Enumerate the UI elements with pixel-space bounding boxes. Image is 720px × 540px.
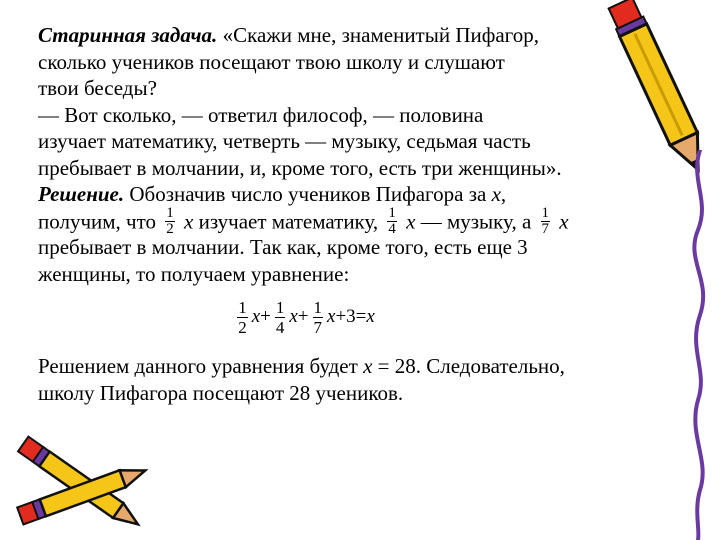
problem-text-block <box>38 22 650 406</box>
plus-sign: + <box>260 305 271 327</box>
fraction-denominator: 7 <box>313 317 322 337</box>
equation-rhs: x <box>366 305 375 327</box>
fraction-numerator: 1 <box>238 297 247 317</box>
fraction-denominator: 7 <box>541 220 550 237</box>
crossed-pencils-icon <box>0 435 160 540</box>
fraction-denominator: 2 <box>238 317 247 337</box>
problem-text: «Скажи мне, знаменитый Пифагор, <box>217 23 540 47</box>
fraction-numerator: 1 <box>313 297 322 317</box>
solution-line: женщины, то получаем уравнение: <box>38 261 350 286</box>
solution-line <box>38 204 650 237</box>
equation-variable: x <box>289 305 298 327</box>
solution-text: — музыку, а <box>420 208 537 233</box>
fraction-denominator: 4 <box>388 220 396 237</box>
plus-sign: + <box>335 305 347 327</box>
answer-line: школу Пифагора посещают 28 учеников. <box>38 380 404 405</box>
problem-line: изучает математику, четверть — музыку, седьмая часть <box>38 129 531 153</box>
equation-variable: x <box>327 305 336 327</box>
problem-line: пребывает в молчании, и, кроме того, есть три женщины». <box>38 155 562 180</box>
equation <box>38 287 650 347</box>
answer-text: = 28. Следовательно, <box>372 354 565 378</box>
fraction-numerator: 1 <box>275 297 285 317</box>
fraction-denominator: 2 <box>166 220 174 237</box>
equation-fraction-seventh <box>313 298 324 337</box>
fraction-one-quarter <box>387 206 397 237</box>
plus-sign: + <box>297 305 309 327</box>
problem-line: твои беседы? <box>38 76 157 100</box>
variable-x: x <box>406 208 416 233</box>
problem-line: сколько учеников посещают твою школу и слушают <box>38 49 505 74</box>
problem-line <box>38 22 650 49</box>
answer-text: Решением данного уравнения будет <box>38 354 364 378</box>
variable-x: x <box>363 354 373 378</box>
squiggle-decoration <box>670 150 720 540</box>
equation-expression <box>233 298 375 337</box>
equation-fraction-quarter <box>275 298 286 337</box>
fraction-numerator: 1 <box>166 204 174 221</box>
solution-line <box>38 181 650 208</box>
punctuation: , <box>500 182 507 206</box>
solution-label: Решение. <box>38 182 125 206</box>
solution-text: Обозначив число учеников Пифагора за <box>124 182 492 206</box>
fraction-numerator: 1 <box>541 204 550 221</box>
equals-sign: = <box>355 305 367 327</box>
fraction-one-half <box>165 206 175 237</box>
solution-text: изучает математику, <box>198 208 384 233</box>
problem-title: Старинная задача. <box>38 23 218 47</box>
solution-line: пребывает в молчании. Так как, кроме того, есть еще 3 <box>38 235 528 259</box>
answer-line <box>38 353 650 380</box>
problem-line: — Вот сколько, — ответил философ, — половина <box>38 102 484 127</box>
equation-variable: x <box>251 305 261 327</box>
fraction-denominator: 4 <box>275 317 285 337</box>
fraction-one-seventh <box>541 206 551 237</box>
variable-x: x <box>559 208 569 233</box>
variable-x: x <box>184 208 194 233</box>
equation-constant: 3 <box>346 305 356 327</box>
fraction-numerator: 1 <box>388 204 396 221</box>
solution-text: получим, что <box>38 208 162 233</box>
equation-fraction-half <box>237 298 248 337</box>
variable-x: x <box>491 182 501 206</box>
